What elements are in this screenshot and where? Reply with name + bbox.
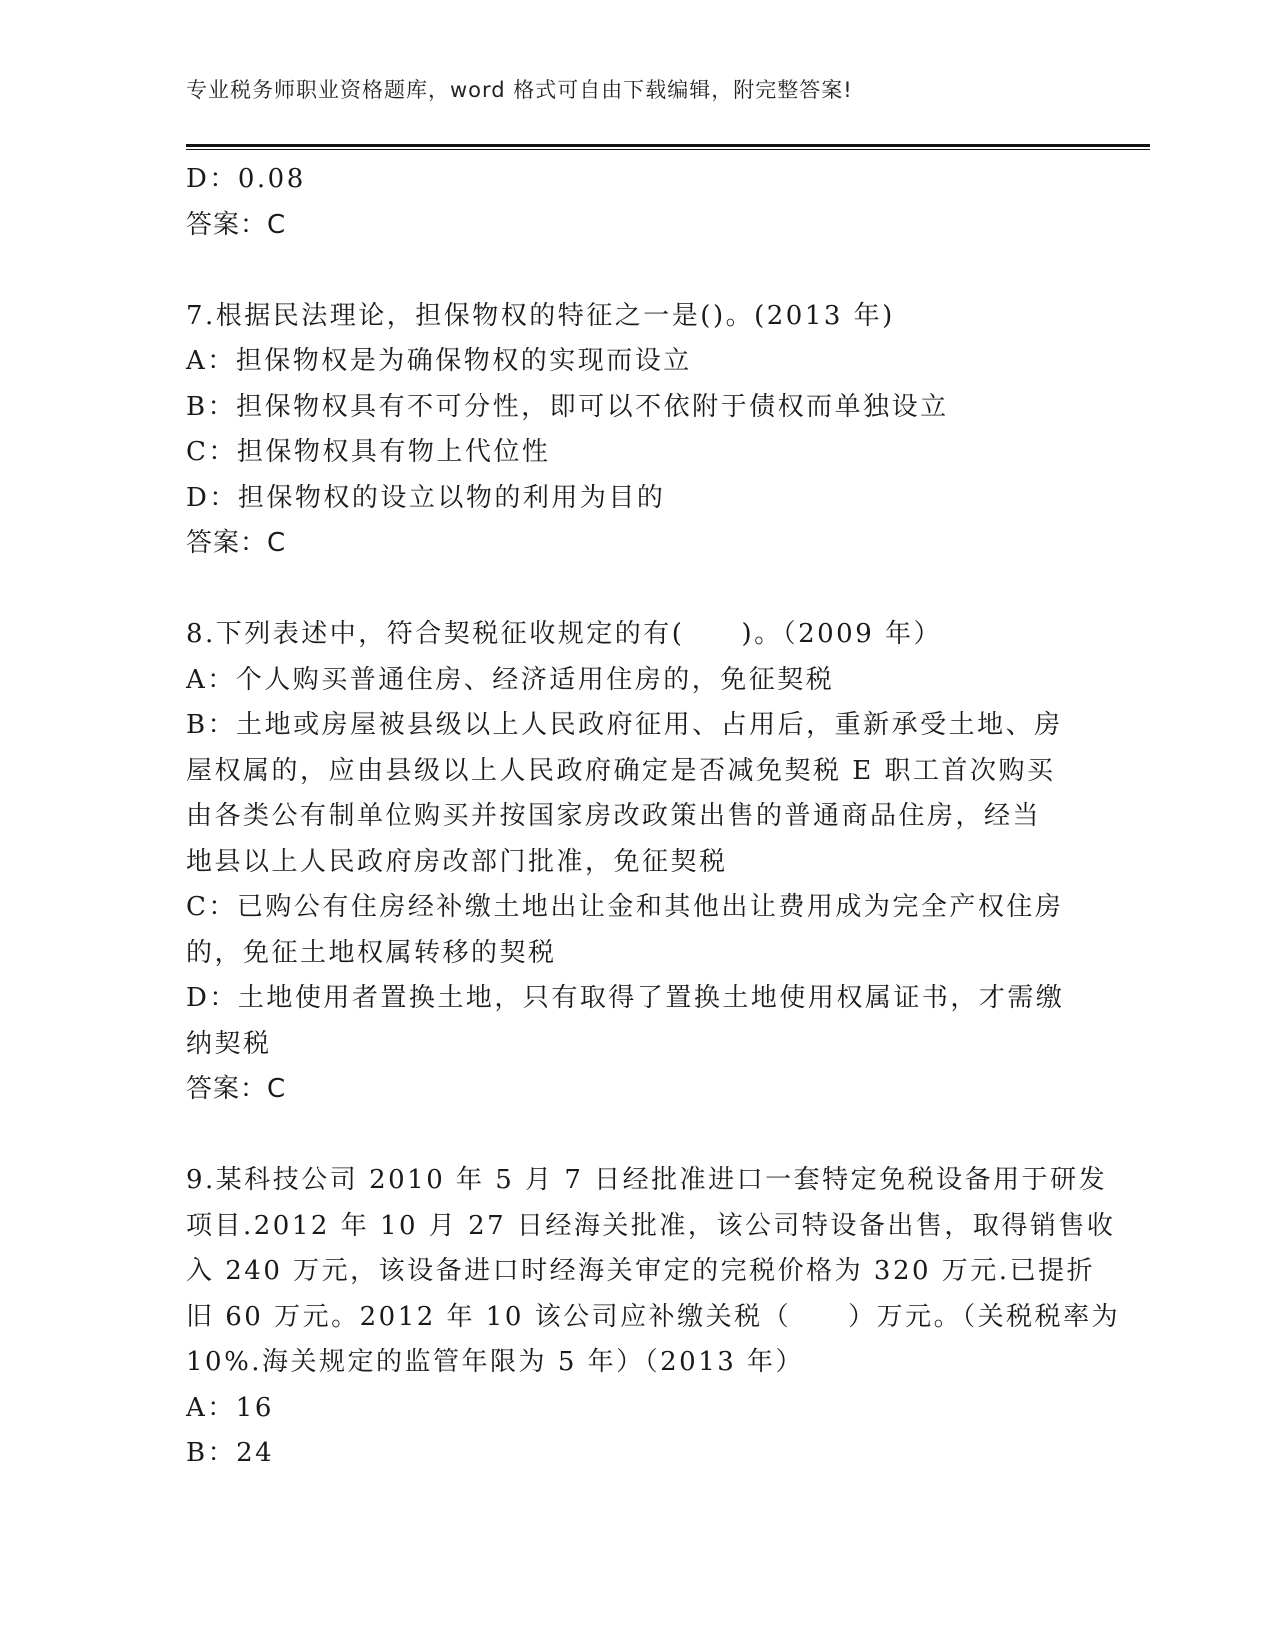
option-b-line-4: 地县以上人民政府房改部门批准，免征契税 (186, 846, 728, 877)
header-rule-thick (186, 144, 1150, 147)
spacer (186, 567, 1086, 613)
option-c-line-2: 的，免征土地权属转移的契税 (186, 937, 557, 968)
option-d-line-1: D：土地使用者置换土地，只有取得了置换土地使用权属证书，才需缴 (186, 983, 1065, 1013)
option-d: D：担保物权的设立以物的利用为目的 (186, 482, 666, 513)
option-a: A：个人购买普通住房、经济适用住房的，免征契税 (186, 664, 835, 695)
option-d-line-2: 纳契税 (186, 1028, 272, 1059)
option-d: D：0.08 (186, 164, 306, 194)
question-stem-line-1: 9.某科技公司 2010 年 5 月 7 日经批准进口一套特定免税设备用于研发 (186, 1165, 1108, 1195)
question-7 (186, 294, 1086, 567)
question-stem: 8.下列表述中，符合契税征收规定的有( )。（2009 年） (186, 619, 943, 649)
document-body (186, 157, 1121, 1477)
answer-line: 答案：C (186, 1074, 287, 1104)
option-b-line-3: 由各类公有制单位购买并按国家房改政策出售的普通商品住房，经当 (186, 801, 1042, 831)
option-a: A：担保物权是为确保物权的实现而设立 (186, 346, 692, 376)
question-stem-line-4: 旧 60 万元。2012 年 10 该公司应补缴关税（ ）万元。（关税税率为 (186, 1301, 1121, 1332)
option-b: B：24 (186, 1438, 275, 1468)
question-9 (186, 1158, 1121, 1477)
option-c-line-1: C：已购公有住房经补缴土地出让金和其他出让费用成为完全产权住房 (186, 892, 1064, 922)
spacer (186, 248, 1086, 294)
question-stem-line-5: 10%.海关规定的监管年限为 5 年）（2013 年） (186, 1347, 805, 1377)
option-b: B：担保物权具有不可分性，即可以不依附于债权而单独设立 (186, 391, 949, 422)
question-stem-line-2: 项目.2012 年 10 月 27 日经海关批准，该公司特设备出售，取得销售收 (186, 1210, 1116, 1241)
option-b-line-2: 屋权属的，应由县级以上人民政府确定是否减免契税 E 职工首次购买 (186, 755, 1056, 786)
spacer (186, 1113, 1086, 1159)
page-header: 专业税务师职业资格题库，word 格式可自由下载编辑，附完整答案! (186, 78, 853, 102)
question-stem-line-3: 入 240 万元，该设备进口时经海关审定的完税价格为 320 万元.已提折 (186, 1256, 1096, 1286)
answer-line: 答案：C (186, 209, 287, 240)
option-c: C：担保物权具有物上代位性 (186, 437, 551, 467)
option-b-line-1: B：土地或房屋被县级以上人民政府征用、占用后，重新承受土地、房 (186, 710, 1063, 740)
question-stem: 7.根据民法理论，担保物权的特征之一是()。(2013 年) (186, 300, 895, 331)
question-8 (186, 612, 1086, 1113)
option-a: A：16 (186, 1392, 274, 1423)
answer-line: 答案：C (186, 528, 287, 558)
question-6-tail (186, 157, 1086, 248)
header-rule-thin (186, 149, 1150, 150)
